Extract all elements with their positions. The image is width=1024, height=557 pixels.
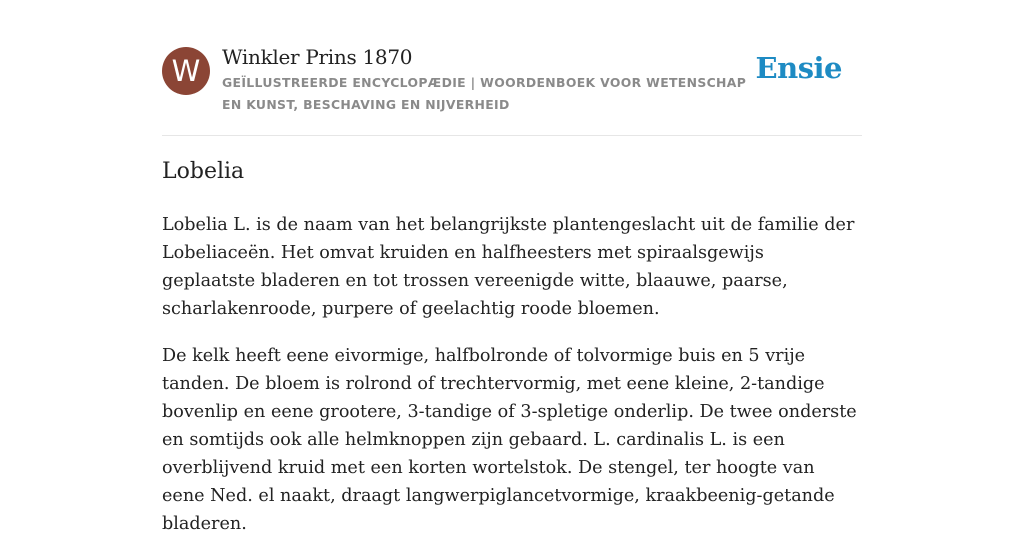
source-avatar[interactable]: W (162, 47, 210, 95)
ensie-logo[interactable]: Ensie (755, 51, 842, 85)
source-header (162, 44, 862, 118)
source-subtitle: GEÏLLUSTREERDE ENCYCLOPÆDIE | WOORDENBOEK VOOR WETENSCHAP EN KUNST, BESCHAVING EN NIJVERHEID (222, 75, 747, 112)
article-paragraph: De kelk heeft eene eivormige, halfbolronde of tolvormige buis en 5 vrije tanden. De bloem is rolrond of trechtervormig, met eene kleine, 2-tandige bovenlip en eene grootere, 3-tandige of 3-spletige onderlip. De twee onderste en somtijds ook alle helmknoppen zijn gebaard. L. cardinalis L. is een overblijvend kruid met een korten wortelstok. De stengel, ter hoogte van eene Ned. el naakt, draagt langwerpiglancetvormige, kraakbeenig-getande bladeren. (162, 346, 857, 534)
article-paragraph: Lobelia L. is de naam van het belangrijkste plantengeslacht uit de familie der Lobeliaceën. Het omvat kruiden en halfheesters met spiraalsgewijs geplaatste bladeren en tot trossen vereenigde witte, blaauwe, paarse, scharlakenroode, purpere of geelachtig roode bloemen. (162, 215, 855, 319)
source-title[interactable]: Winkler Prins 1870 (222, 45, 413, 69)
header-divider (162, 135, 862, 136)
article-body (162, 211, 862, 557)
article-title: Lobelia (162, 159, 245, 184)
